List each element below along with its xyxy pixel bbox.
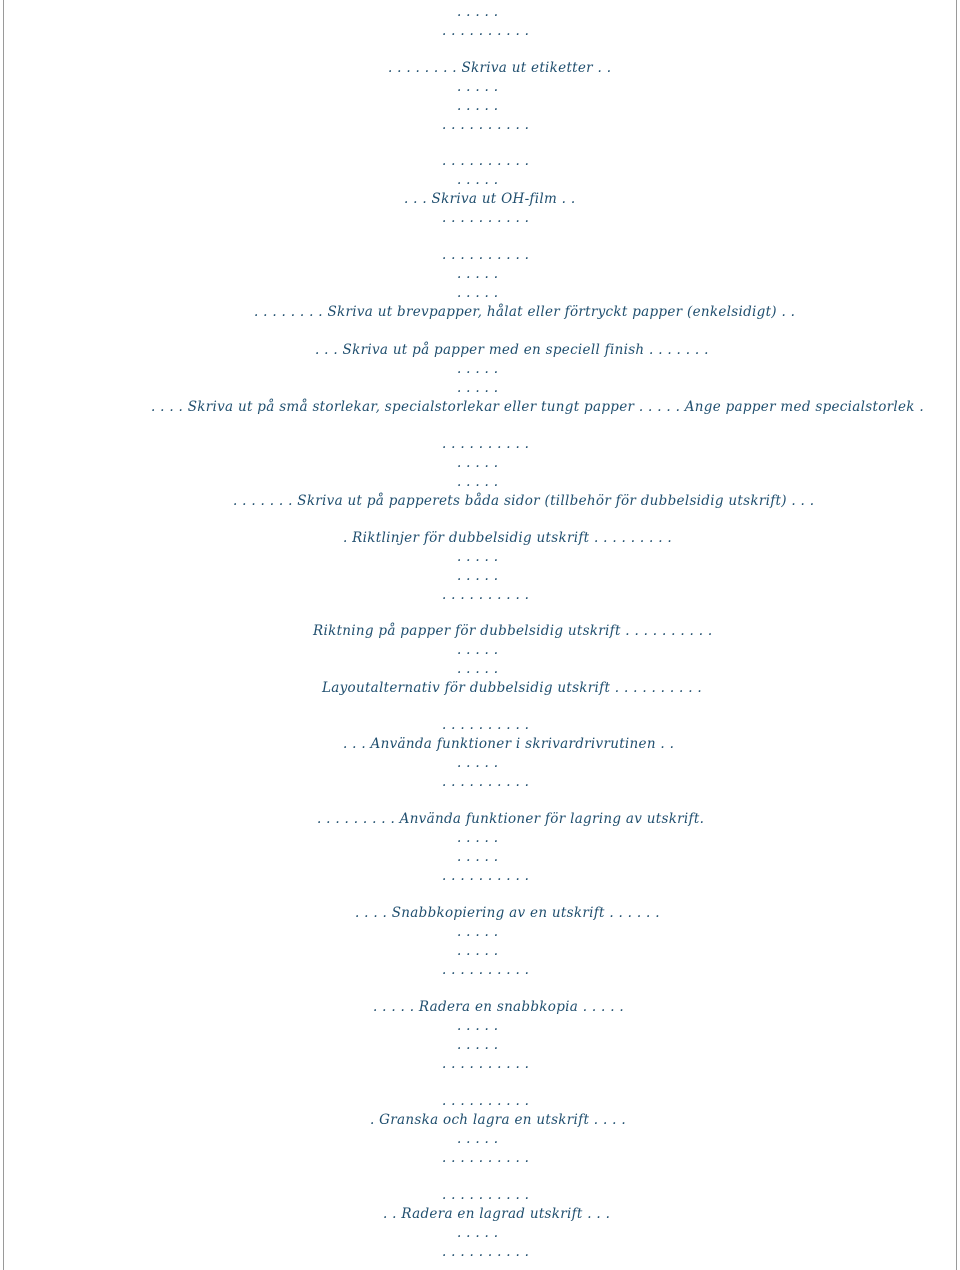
toc-entry-radera-lagrad-utskrift[interactable]: . . Radera en lagrad utskrift . . .	[383, 1206, 611, 1222]
toc-entry-riktlinjer-dubbelsidig[interactable]: . Riktlinjer för dubbelsidig utskrift . . . . . . . . .	[343, 530, 673, 546]
toc-line: . . . . . . . . . .	[442, 117, 530, 133]
toc-line: . . . . .	[457, 755, 499, 771]
toc-line: . . . . . . . . . .	[442, 774, 530, 790]
toc-line: . . . . . . . . . .	[442, 1093, 530, 1109]
toc-line: . . . . . . . . . .	[442, 717, 530, 733]
toc-line: . . . . .	[457, 549, 499, 565]
toc-entry-granska-lagra[interactable]: . Granska och lagra en utskrift . . . .	[370, 1112, 626, 1128]
toc-line: . . . . .	[457, 266, 499, 282]
toc-line: . . . . . . . . . .	[442, 153, 530, 169]
toc-line: . . . . . . . . . .	[442, 1187, 530, 1203]
toc-line: . . . . .	[457, 1037, 499, 1053]
toc-line: . . . . .	[457, 98, 499, 114]
toc-entry-riktning-pa-papper[interactable]: Riktning på papper för dubbelsidig utskrift . . . . . . . . . .	[313, 623, 713, 639]
toc-line: . . . . .	[457, 568, 499, 584]
toc-line: . . . . .	[457, 642, 499, 658]
toc-line: . . . . .	[457, 172, 499, 188]
toc-line: . . . . .	[457, 830, 499, 846]
toc-line: . . . . .	[457, 455, 499, 471]
toc-line: . . . . .	[457, 474, 499, 490]
toc-line: . . . . . . . . . .	[442, 247, 530, 263]
toc-line: . . . . .	[457, 285, 499, 301]
toc-line: . . . . .	[457, 1131, 499, 1147]
toc-line: . . . . . . . . . .	[442, 1150, 530, 1166]
toc-entry-skriva-ut-etiketter[interactable]: . . . . . . . . Skriva ut etiketter . .	[388, 60, 612, 76]
toc-entry-radera-snabbkopia[interactable]: . . . . . Radera en snabbkopia . . . . .	[373, 999, 625, 1015]
toc-entry-skriva-ut-sma-storlekar[interactable]: . . . . Skriva ut på små storlekar, specialstorlekar eller tungt papper . . . . . Ange papper med specialstorlek .	[151, 399, 924, 415]
toc-entry-skriva-ut-speciell-finish[interactable]: . . . Skriva ut på papper med en speciell finish . . . . . . .	[315, 342, 709, 358]
toc-line: . . . . .	[457, 924, 499, 940]
toc-entry-skriva-ut-oh-film[interactable]: . . . Skriva ut OH-film . .	[404, 191, 576, 207]
toc-line: . . . . .	[457, 1225, 499, 1241]
toc-entry-skriva-ut-bada-sidor[interactable]: . . . . . . . Skriva ut på papperets båda sidor (tillbehör för dubbelsidig utskrift) . . .	[233, 493, 815, 509]
toc-line: . . . . . . . . . .	[442, 1244, 530, 1260]
toc-line: . . . . .	[457, 849, 499, 865]
toc-line: . . . . .	[457, 943, 499, 959]
toc-line: . . . . .	[457, 1018, 499, 1034]
toc-line: . . . . . . . . . .	[442, 1056, 530, 1072]
toc-entry-skriva-ut-brevpapper[interactable]: . . . . . . . . Skriva ut brevpapper, hålat eller förtryckt papper (enkelsidigt) . .	[254, 304, 796, 320]
toc-line: . . . . . . . . . .	[442, 436, 530, 452]
toc-line: . . . . .	[457, 361, 499, 377]
toc-line: . . . . . . . . . .	[442, 210, 530, 226]
toc-line: . . . . . . . . . .	[442, 587, 530, 603]
toc-line: . . . . .	[457, 380, 499, 396]
toc-entry-snabbkopiering[interactable]: . . . . Snabbkopiering av en utskrift . . . . . .	[355, 905, 660, 921]
toc-line: . . . . .	[457, 661, 499, 677]
toc-entry-anvanda-funktioner-lagring[interactable]: . . . . . . . . . Använda funktioner för lagring av utskrift.	[317, 811, 705, 827]
toc-line: . . . . . . . . . .	[442, 962, 530, 978]
toc-entry-layoutalternativ[interactable]: Layoutalternativ för dubbelsidig utskrift . . . . . . . . . .	[322, 680, 703, 696]
toc-line: . . . . . . . . . .	[442, 23, 530, 39]
toc-line: . . . . .	[457, 79, 499, 95]
toc-line: . . . . . . . . . .	[442, 868, 530, 884]
toc-line: . . . . .	[457, 4, 499, 20]
toc-entry-anvanda-funktioner-skrivardrivrutinen[interactable]: . . . Använda funktioner i skrivardrivrutinen . .	[343, 736, 675, 752]
